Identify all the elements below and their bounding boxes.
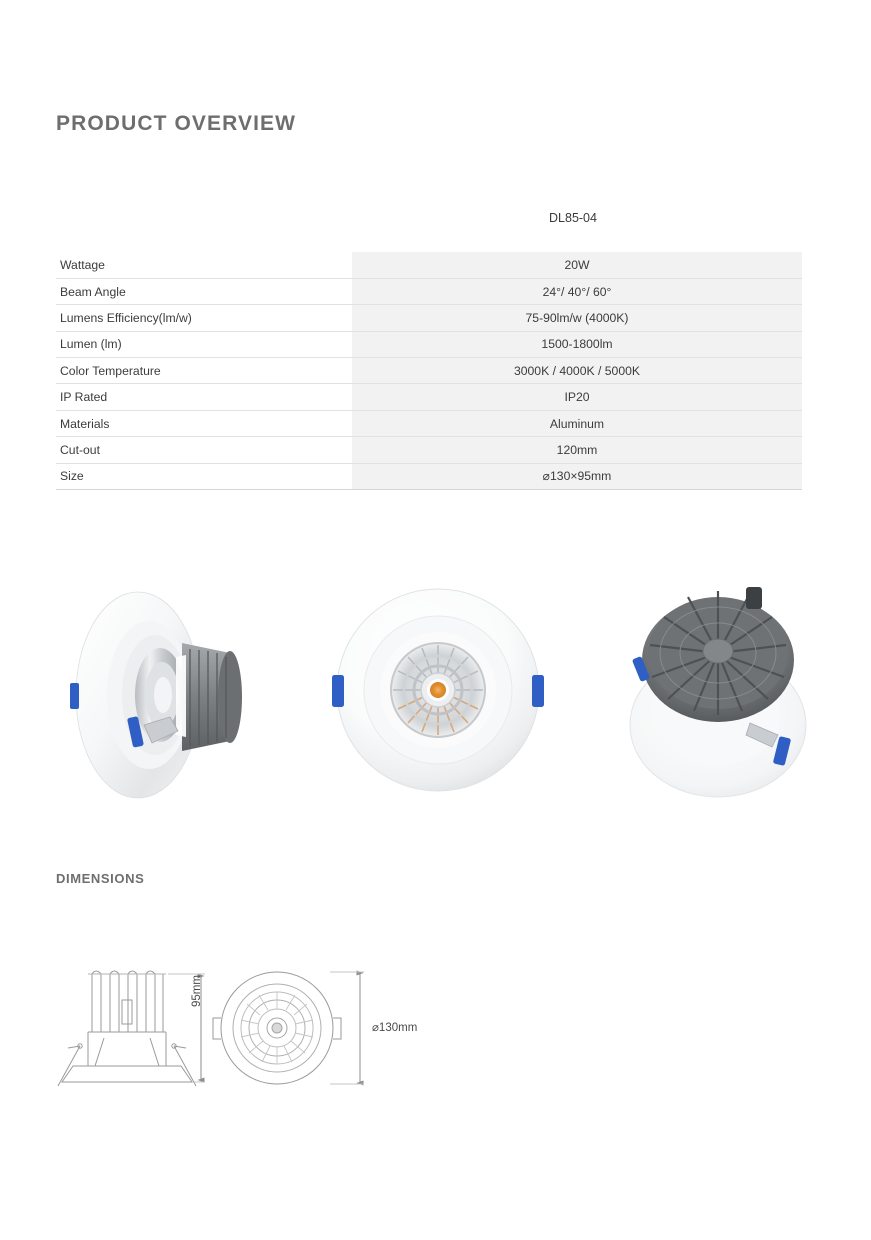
spec-value: 24°/ 40°/ 60°	[352, 278, 802, 304]
table-row	[56, 437, 802, 463]
table-row	[56, 252, 802, 278]
table-row	[56, 278, 802, 304]
front-view-drawing	[213, 972, 341, 1084]
spec-label: Cut-out	[56, 437, 352, 463]
table-row	[56, 410, 802, 436]
spec-label: Materials	[56, 410, 352, 436]
dimension-drawing-svg	[0, 940, 871, 1110]
spec-value: Aluminum	[352, 410, 802, 436]
table-row	[56, 358, 802, 384]
diameter-dimension-line	[330, 972, 364, 1084]
specification-table	[56, 252, 802, 490]
model-name-header: DL85-04	[549, 211, 597, 225]
spring-clip-icon	[332, 675, 344, 707]
downlight-angled-illustration	[52, 565, 292, 815]
spec-label: Wattage	[56, 252, 352, 278]
product-photo-front-view	[318, 565, 558, 815]
product-photo-rear-view	[600, 565, 840, 815]
spec-label: Lumens Efficiency(lm/w)	[56, 305, 352, 331]
spring-clip-icon	[70, 683, 79, 709]
page-title: PRODUCT OVERVIEW	[56, 112, 297, 135]
product-photo-angled-view	[52, 565, 292, 815]
cob-led-icon	[430, 682, 446, 698]
spec-value: 120mm	[352, 437, 802, 463]
spring-clip-icon	[532, 675, 544, 707]
spec-table-body	[56, 252, 802, 490]
spec-value: 20W	[352, 252, 802, 278]
spec-value: ⌀130×95mm	[352, 463, 802, 489]
product-photo-row	[0, 565, 871, 815]
spec-label: Beam Angle	[56, 278, 352, 304]
downlight-rear-illustration	[600, 565, 840, 815]
spec-value: 75-90lm/w (4000K)	[352, 305, 802, 331]
diameter-dimension-label: ⌀130mm	[372, 1022, 418, 1034]
spec-label: Color Temperature	[56, 358, 352, 384]
table-row	[56, 331, 802, 357]
spec-value: 1500-1800lm	[352, 331, 802, 357]
height-dimension-label: 95mm	[191, 975, 203, 1007]
spec-value: 3000K / 4000K / 5000K	[352, 358, 802, 384]
spec-label: Size	[56, 463, 352, 489]
downlight-front-illustration	[318, 565, 558, 815]
dimensions-section-title: DIMENSIONS	[56, 871, 145, 886]
dimension-drawings	[0, 940, 871, 1110]
spec-value: IP20	[352, 384, 802, 410]
table-row	[56, 463, 802, 489]
spec-label: Lumen (lm)	[56, 331, 352, 357]
spec-label: IP Rated	[56, 384, 352, 410]
table-row	[56, 305, 802, 331]
table-row	[56, 384, 802, 410]
side-section-view	[58, 971, 196, 1086]
